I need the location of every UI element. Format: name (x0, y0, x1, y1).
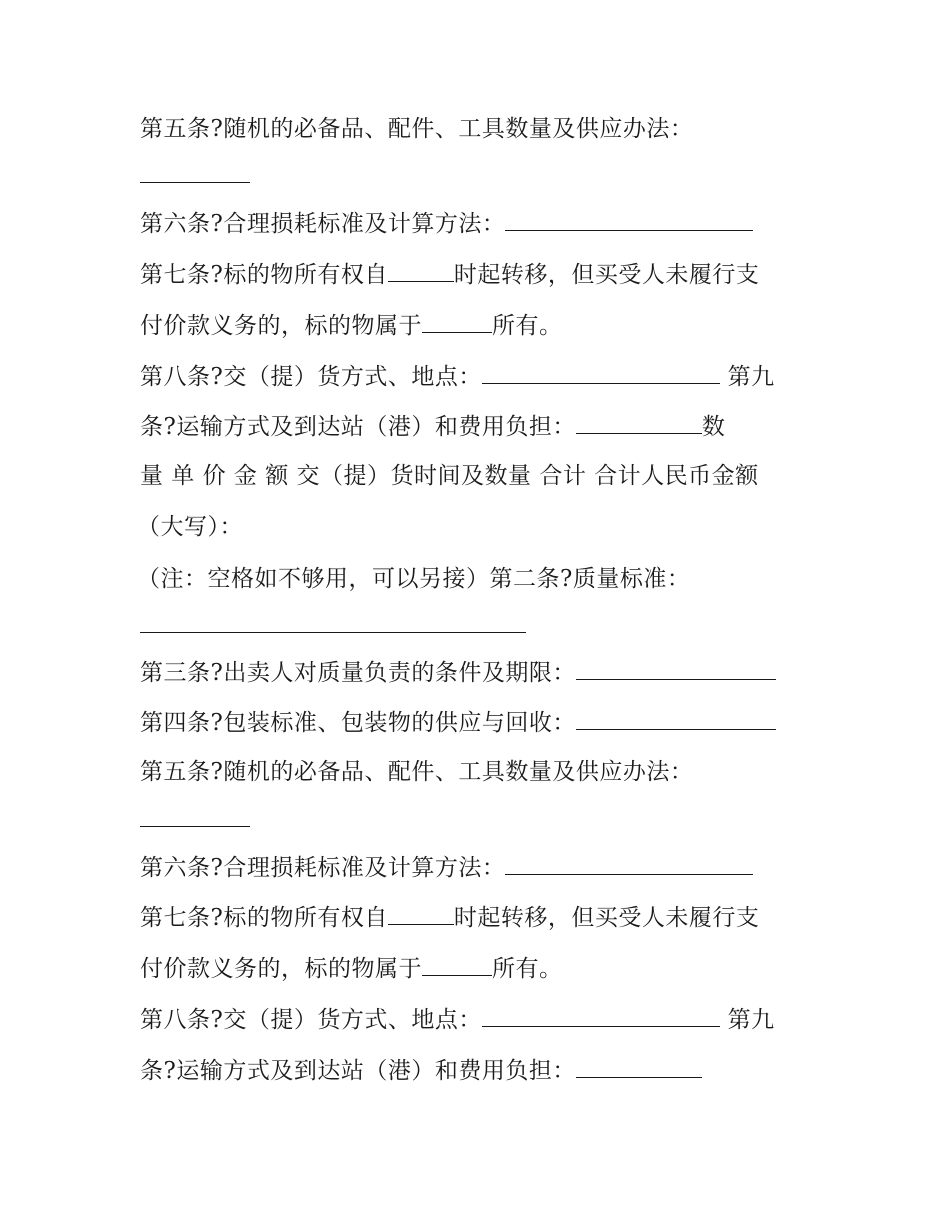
article-5-blank[interactable] (140, 182, 250, 183)
article-7-blank-1-repeat[interactable] (388, 902, 454, 925)
article-3-blank[interactable] (576, 657, 776, 680)
article-3-line (140, 657, 776, 688)
article-5-text: 第五条?随机的必备品、配件、工具数量及供应办法： (140, 116, 694, 142)
article-2-blank[interactable] (140, 632, 526, 633)
article-7-text-b-repeat: 时起转移，但买受人未履行支 (453, 905, 760, 931)
uppercase-amount-line (137, 512, 243, 542)
article-8-blank[interactable] (482, 361, 720, 384)
article-7-line-2-repeat (140, 953, 563, 984)
table-header-line (140, 461, 759, 491)
article-3-text: 第三条?出卖人对质量负责的条件及期限： (140, 660, 576, 686)
article-7-line-2 (140, 310, 563, 341)
article-9-text-repeat: 条?运输方式及到达站（港）和费用负担： (140, 1058, 576, 1084)
article-7-text-d-repeat: 所有。 (492, 956, 563, 982)
article-4-blank[interactable] (576, 707, 776, 730)
article-5-line-repeat (140, 757, 693, 787)
article-8-line (140, 361, 775, 392)
article-7-line-1 (140, 259, 759, 290)
article-9-text: 条?运输方式及到达站（港）和费用负担： (140, 414, 576, 440)
article-6-text-repeat: 第六条?合理损耗标准及计算方法： (140, 855, 506, 881)
article-7-blank-2[interactable] (422, 310, 492, 333)
article-6-blank[interactable] (505, 208, 753, 231)
note-text: （注：空格如不够用，可以另接）第二条?质量标准： (137, 566, 691, 592)
uppercase-amount-text: （大写）： (137, 514, 243, 540)
article-5-text-repeat: 第五条?随机的必备品、配件、工具数量及供应办法： (140, 759, 694, 785)
article-7-text-b: 时起转移，但买受人未履行支 (453, 262, 760, 288)
article-4-text: 第四条?包装标准、包装物的供应与回收： (140, 710, 576, 736)
article-7-text-c: 付价款义务的，标的物属于 (140, 313, 422, 339)
note-line (137, 564, 690, 594)
article-7-text-a: 第七条?标的物所有权自 (140, 262, 388, 288)
article-8-line-repeat (140, 1004, 775, 1035)
article-6-text: 第六条?合理损耗标准及计算方法： (140, 211, 506, 237)
article-9-blank[interactable] (576, 411, 702, 434)
table-header-text: 量 单 价 金 额 交（提）货时间及数量 合计 合计人民币金额 (140, 463, 759, 489)
article-7-blank-2-repeat[interactable] (422, 953, 492, 976)
article-7-blank-1[interactable] (388, 259, 454, 282)
article-6-line (140, 208, 753, 239)
article-8-text-repeat: 第八条?交（提）货方式、地点： (140, 1007, 482, 1033)
article-9-start: 第九 (727, 364, 775, 390)
article-9-line-repeat (140, 1055, 702, 1086)
article-6-line-repeat (140, 852, 753, 883)
article-7-text-c-repeat: 付价款义务的，标的物属于 (140, 956, 422, 982)
article-8-text: 第八条?交（提）货方式、地点： (140, 364, 482, 390)
article-7-text-a-repeat: 第七条?标的物所有权自 (140, 905, 388, 931)
article-8-blank-repeat[interactable] (482, 1004, 720, 1027)
article-7-line-1-repeat (140, 902, 759, 933)
article-5-line (140, 114, 693, 144)
article-7-text-d: 所有。 (492, 313, 563, 339)
article-5-blank-repeat[interactable] (140, 826, 250, 827)
article-9-line (140, 411, 725, 442)
article-4-line (140, 707, 776, 738)
article-9-blank-repeat[interactable] (576, 1055, 702, 1078)
article-9-start-repeat: 第九 (727, 1007, 775, 1033)
article-6-blank-repeat[interactable] (505, 852, 753, 875)
table-start: 数 (701, 414, 726, 440)
